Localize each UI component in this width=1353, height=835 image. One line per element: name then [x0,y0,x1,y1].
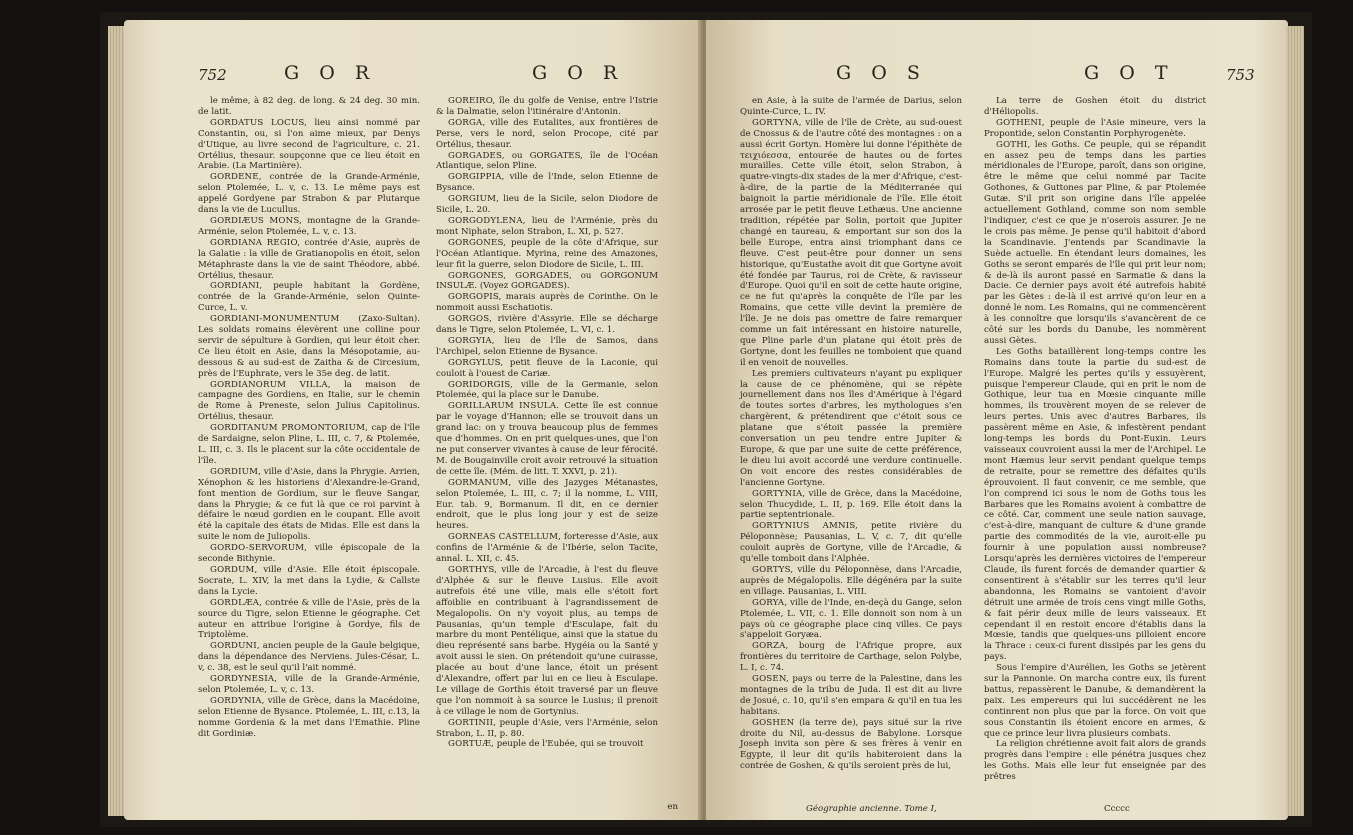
entry-text: ville de Grèce, dans la Macédoine, selon Thucydide, L. II, p. 169. Elle étoit dans la partie septentrionale. [740,488,962,521]
entry-headword: GORDUM, [210,564,258,575]
dictionary-entry [436,358,658,380]
dictionary-entry [198,172,420,216]
dictionary-entry [436,336,658,358]
dictionary-entry [740,96,962,118]
entry-text: ville du Péloponnèse, dans l'Arcadie, auprès de Mégalopolis. Elle dégénéra par la suite en village. Pausanias, L. VIII. [740,564,963,597]
entry-text: ville des Jazyges Métanastes, selon Ptolemée, L. III, c. 7; il la nomme, L. VIII, Eur. tab. 9, Bormanum. Il dit, en ce dernier endroit, que le plus long jour y est de seize heures. [436,477,658,532]
page-number: 753 [1226,66,1255,84]
entry-text: (la terre de), pays situé sur la rive droite du Nil, au-dessus de Babylone. Lorsque Joseph invita son père & ses frères à venir en Egypte, il leur dit qu'ils habiteroient dans la contrée de Goshen, & qu'ils seroient près de lui, [740,717,962,772]
entry-headword: GORTINII, [448,717,497,728]
entry-headword: GORGOPIS, [448,292,502,303]
entry-headword: GORDIUM, [210,466,262,477]
dictionary-entry [198,96,420,118]
entry-text: ville de Grèce, dans la Macédoine, selon Etienne de Bysance. Ptolemée, L. III, c.13, la nomme Gordenia & la met dans l'Emathie. Pline dit Gordiniæ. [198,695,420,739]
entry-text: ville de la Grande-Arménie, selon Ptolemée, L. v, c. 13. [198,674,420,695]
dictionary-entry [984,739,1206,783]
dictionary-entry [436,118,658,151]
dictionary-entry [198,598,420,642]
entry-text: Les premiers cultivateurs n'ayant pu expliquer la cause de ce phénomène, qui se répète journellement dans nos îles d'Amérique à l'égard de toutes sortes d'arbres, les mythologues s'en chargèrent, & prétendirent que c'étoit sous ce platane que s'étoit passée la première conversation un peu tendre entre Jupiter & Europe, & que par une suite de cette préférence, le dieu lui avoit accordé une verdure continuelle. On voit encore des restes considérables de l'ancienne Gortyne. [740,368,962,488]
entry-headword: GORDITANUM PROMONTORIUM, [210,423,368,434]
entry-headword: GORGOS, [448,314,493,325]
dictionary-entry [198,314,420,379]
dictionary-entry [740,565,962,598]
entry-headword: GOSHEN [752,717,795,728]
text-column [740,96,962,772]
entry-headword: GORGYLUS, [448,357,504,368]
dictionary-entry [436,718,658,740]
entry-text: rivière d'Assyrie. Elle se décharge dans le Tigre, selon Ptolemée, L. VI, c. 1. [436,314,658,336]
dictionary-entry [436,314,658,336]
dictionary-entry [436,532,658,565]
entry-text: le même, à 82 deg. de long. & 24 deg. 30 min. de latit. [198,96,420,117]
entry-text: ville des Eutalites, aux frontières de Perse, vers le nord, selon Procope, cité par Ortélius, thesaur. [436,117,658,150]
entry-headword: GORDIANI-MONUMENTUM [210,314,340,325]
right-page-header [706,62,1288,94]
entry-text: lieu de l'Arménie, près du mont Niphate, selon Strabon, L. XI, p. 527. [436,215,658,237]
dictionary-entry [436,172,658,194]
entry-headword: GORTHYS, [448,564,498,575]
entry-headword: GORGIPPIA, [448,172,505,183]
book [100,12,1312,827]
dictionary-entry [740,718,962,773]
dictionary-entry [198,118,420,173]
page-number: 752 [198,66,227,84]
entry-text: petite rivière du Péloponnèse; Pausanias, L. V, c. 7, dit qu'elle couloit auprès de Gortyne, ville de l'Arcadie, & qu'elle tomboit dans l'Alphée. [740,521,963,565]
entry-headword: GORTYS, [752,564,794,575]
entry-headword: GORGADES, [448,150,505,161]
dictionary-entry [198,238,420,282]
dictionary-entry [436,478,658,533]
entry-text: ville de l'Arcadie, à l'est du fleuve d'Alphée & sur le fleuve Lusius. Elle avoit autrefois été une ville, mais elle s'étoit fort affoiblie en contribuant à l'agrandissement de Megalopolis. On n'y voyoit plus, au temps de Pausanias, qu'un temple d'Esculape, fait du marbre du mont Pentélique, ainsi que la statue du dieu représenté sans barbe. Hygéia ou la Santé y avoit aussi le sien. On prétendoit qu'une cuirasse, placée au bout d'une lance, étoit un présent d'Alexandre, offert par lui en ce lieu à Esculape. Le village de Gorthis étoit traversé par un fleuve que l'on nommoit à sa source le Lusius; il prenoit à ce village le nom de Gortynius. [436,564,659,717]
entry-text: (Zaxo-Sultan). Les soldats romains élevèrent une colline pour servir de sépulture à Gordien, qui leur étoit cher. Ce lieu étoit en Asie, dans la Mésopotamie, au-dessous & au sud-est de Zaitha & de Circesium, près de l'Euphrate, vers le 35e deg. de latit. [198,314,420,379]
dictionary-entry [436,216,658,238]
page-edges-right [1286,26,1304,816]
running-head: G O T [1084,62,1175,84]
entry-headword: GORDLÆA, [210,597,263,608]
entry-text: peuple de la côte d'Afrique, sur l'Océan Atlantique. Myrina, reine des Amazones, leur fit la guerre, selon Diodore de Sicile, L. III. [436,237,658,270]
entry-text: ancien peuple de la Gaule belgique, dans la dépendance des Nerviens. Jules-César, L. v, c. 38, est le seul qu'il l'ait nommé. [198,641,420,674]
entry-headword: GORILLARUM INSULA. [448,401,560,412]
entry-text: Les Goths bataillèrent long-temps contre les Romains dans toute la partie du sud-est de l'Europe. Malgré les pertes qu'ils y essuyèrent, puisque l'empereur Claude, qui en prit le nom de Gothique, leur tua en Mœsie cinquante mille hommes, ils trouvèrent moyen de se relever de leurs pertes. Unis avec d'autres Barbares, ils passèrent même en Asie, & infestèrent pendant long-temps les bords du Pont-Euxin. Leurs vaisseaux couvroient aussi la mer de l'Archipel. Le mont Hæmus leur servit pendant quelque temps de retraite, pour se remettre des défaites qu'ils éprouvoient. Il faut convenir, ce me semble, que l'on comprend ici sous le nom de Goths tous les Barbares que les Romains avoient à combattre de ce côté. Car, comment une seule nation sauvage, c'est-à-dire, manquant de culture & d'une grande partie des commodités de la vie, auroit-elle pu fournir à une population aussi nombreuse? Lorsqu'après les dernières victoires de l'empereur Claude, ils furent forcés de demander quartier & consentirent à s'établir sur les terres qu'il leur abandonna, les Romains se vantoient d'avoir détruit une armée de trois cens vingt mille Goths, & fait périr deux mille de leurs vaisseaux. Et cependant il en restoit encore d'établis dans la Mœsie, tandis que quelques-uns pilloient encore la Thrace : ceux-ci furent dissipés par les gens du pays. [984,346,1206,663]
dictionary-entry [436,565,658,718]
entry-text: ville de l'Inde, en-deçà du Gange, selon Ptolemée, L. VII, c. 1. Elle donnoit son nom à un pays où ce géographe place cinq villes. Ce pays s'appeloit Goryæa. [740,597,963,641]
entry-text: petit fleuve de la Laconie, qui couloit à l'ouest de Cariæ. [436,357,659,379]
dictionary-entry [198,696,420,740]
entry-text: montagne de la Grande-Arménie, selon Ptolemée, L. v, c. 13. [198,215,421,237]
dictionary-entry [740,489,962,522]
entry-headword: GORGODYLENA, [448,215,526,226]
dictionary-entry [740,369,962,489]
entry-headword: GORDO-SERVORUM, [210,543,308,554]
entry-text: lieu de l'île de Samos, dans l'Archipel, selon Etienne de Bysance. [436,335,658,357]
dictionary-entry [984,118,1206,140]
entry-text: lieu de la Sicile, selon Diodore de Sicile, L. 20. [436,194,658,216]
entry-headword: GORDIANA REGIO, [210,237,301,248]
entry-text: ou GORGATES, île de l'Océan Atlantique, selon Pline. [436,150,658,172]
entry-text: la maison de campagne des Gordiens, en Italie, sur le chemin de Rome à Preneste, selon Julius Capitolinus. Ortélius, thesaur. [198,379,421,423]
entry-text: contrée d'Asie, auprès de la Galatie : la ville de Gratianopolis en étoit, selon Métaphraste dans la vie de saint Théodore, abbé. Ortélius, thesaur. [198,237,420,281]
entry-headword: GORGIUM, [448,194,500,205]
left-page-header [124,62,702,94]
entry-headword: GORGYIA, [448,335,495,346]
dictionary-entry [198,543,420,565]
entry-text: ville d'Asie, dans la Phrygie. Arrien, Xénophon & les historiens d'Alexandre-le-Grand, font mention de Gordium, sur le fleuve Sangar, dans la Phrygie; & ce fut là que ce roi parvint à défaire le nœud gordien en le coupant. Elle avoit été la capitale des états de Midas. Elle est dans la suite le nom de Juliopolis. [198,466,420,543]
entry-text: peuple d'Asie, vers l'Arménie, selon Strabon, L. II, p. 80. [436,717,659,739]
entry-text: cap de l'île de Sardaigne, selon Pline, L. III, c. 7, & Ptolemée, L. III, c. 3. Ils le placent sur la côte occidentale de l'île. [198,423,421,466]
dictionary-entry [436,151,658,173]
running-head: G O S [836,62,927,84]
entry-headword: GORDATUS LOCUS, [210,117,308,128]
dictionary-entry [740,521,962,565]
entry-headword: GORZA, [752,641,789,652]
entry-headword: GOREIRO, [448,96,496,106]
text-column [984,96,1206,783]
entry-headword: GOTHI, [996,139,1031,150]
dictionary-entry [198,467,420,543]
entry-text: contrée de la Grande-Arménie, selon Ptolemée, L. v, c. 13. Le même pays est appelé Gordyene par Strabon & par Plutarque dans la vie de Lucullus. [198,172,421,216]
dictionary-entry [984,663,1206,739]
entry-headword: GORTUÆ, [448,739,494,750]
running-head: G O R [284,62,377,84]
dictionary-entry [436,238,658,271]
entry-text: peuple habitant la Gordène, contrée de la Grande-Arménie, selon Quinte-Curce, L. v. [198,281,420,314]
dictionary-entry [436,96,658,118]
entry-text: contrée & ville de l'Asie, près de la source du Tigre, selon Etienne le géographe. Cet auteur en attribue l'origine à Gordye, fils de Triptolème. [198,597,420,641]
entry-headword: GORDYNIA, [210,695,265,706]
entry-text: peuple de l'Eubée, qui se trouvoit [496,739,644,750]
entry-text: La religion chrétienne avoit fait alors de grands progrès dans l'empire : elle pénétra jusques chez les Goths. Mais elle leur fut enseignée par des prêtres [984,739,1206,783]
dictionary-entry [436,380,658,402]
left-page [124,20,702,820]
dictionary-entry [198,216,420,238]
dictionary-entry [436,292,658,314]
entry-text: ville de l'île de Crète, au sud-ouest de Cnossus & de l'autre côté des montagnes : on a aussi écrit Gortyn. Homère lui donne l'épithète de τειχιόεσσα, entourée de hautes ou de fortes murailles. Cette ville étoit, selon Strabon, à quatre-vingts-dix stades de la mer d'Afrique, c'est-à-dire, de la partie de la Méditerranée qui baignoit la partie méridionale de l'île. Elle étoit arrosée par le petit fleuve Lethæus. Une ancienne tradition, répétée par Solin, portoit que Jupiter changé en taureau, & emportant sur son dos la belle Europe, entra ainsi triomphant dans ce fleuve. C'est peut-être pour donner un sens historique, qu'Eustathe avoit dit que Gortyne avoit été fondée par Taurus, roi de Crète, & ravisseur d'Europe. Quoi qu'il en soit de cette haute origine, ce ne fut qu'après la conquête de l'île par les Romains, que cette ville devint la première de l'île. Je ne dois pas omettre de faire remarquer comme un fait intéressant en histoire naturelle, que Pline parle d'un platane qui étoit près de Gortyne, dont les feuilles ne tomboient que quand il en venoit de nouvelles. [740,117,963,368]
entry-text: ville de la Germanie, selon Ptolemée, qui la place sur le Danube. [436,379,658,401]
entry-headword: GORGONES, [448,237,507,248]
entry-headword: GOTHENI, [996,117,1045,128]
entry-text: forteresse d'Asie, aux confins de l'Arménie & de l'Ibérie, selon Tacite, annal. L. XII, c. 45. [436,532,658,565]
entry-text: Cette île est connue par le voyage d'Hannon; elle se trouvoit dans un grand lac: on y trouva beaucoup plus de femmes que d'hommes. On en prit quelques-unes, que l'on ne put conserver vivantes à cause de leur férocité. M. de Bougainville croit avoir retrouvé la situation de cette île. (Mém. de litt. T. XXVI, p. 21). [436,401,659,477]
entry-text: les Goths. Ce peuple, qui se répandit en assez peu de temps dans les parties méridionales de l'Europe, paroît, dans son origine, être le même que celui nommé par Tacite Gothones, & Guttones par Pline, & par Ptolemée Gutæ. S'il prit son origine dans l'île appelée actuellement Gothland, comme son nom semble l'indiquer, c'est ce que je n'oserois assurer. Je ne le crois pas même. Je pense qu'il habitoit d'abord la Scandinavie. J'entends par Scandinavie la Suède actuelle. En étendant leurs domaines, les Goths se seront emparés de l'île qui prit leur nom; & de-là ils auront passé en Sarmatie & dans la Dacie. Ce dernier pays avoit été autrefois habité par les Gètes : de-là il est arrivé qu'on leur en a donné le nom. Les Romains, qui ne commencèrent à les connoître que lorsqu'ils s'avancèrent de ce côté sur les bords du Danube, les nommèrent aussi Gètes. [984,139,1206,346]
dictionary-entry [198,281,420,314]
catchword: en [667,802,678,812]
entry-headword: GOSEN, [752,674,789,685]
entry-text: peuple de l'Asie mineure, vers la Propontide, selon Constantin Porphyrogenète. [984,117,1206,139]
entry-text: Sous l'empire d'Aurélien, les Goths se jetèrent sur la Pannonie. On marcha contre eux, ils furent battus, repassèrent le Danube, & demandèrent la paix. Les empereurs qui lui succédèrent ne les continrent non plus que par la force. On voit que sous Constantin ils étoient encore en armes, & que ce prince leur livra plusieurs combats. [984,663,1206,739]
dictionary-entry [984,96,1206,118]
entry-headword: GORGONES, GORGADES, [448,270,572,281]
entry-text: ville épiscopale de la seconde Bithynie. [198,543,420,565]
dictionary-entry [740,118,962,369]
entry-headword: GORTYNIUS AMNIS, [752,521,859,532]
entry-headword: GORDIANORUM VILLA, [210,379,331,390]
entry-headword: GORTYNA, [752,117,802,128]
entry-text: pays ou terre de la Palestine, dans les montagnes de la tribu de Juda. Il est dit au livre de Josué, c. 10, qu'il s'en empara & qu'il en tua les habitans. [740,674,962,717]
text-column [198,96,420,739]
running-head: G O R [532,62,625,84]
entry-text: bourg de l'Afrique propre, aux frontières du territoire de Carthage, selon Polybe, L. I, c. 74. [740,641,963,674]
entry-headword: GORIDORGIS, [448,379,513,390]
dictionary-entry [198,565,420,598]
text-column [436,96,658,750]
dictionary-entry [436,401,658,477]
dictionary-entry [198,423,420,467]
entry-headword: GORDENE, [210,172,262,183]
dictionary-entry [740,641,962,674]
entry-headword: GORGA, [448,117,486,128]
dictionary-entry [198,674,420,696]
footer-title: Géographie ancienne. Tome I, [806,804,937,814]
right-page [706,20,1288,820]
entry-text: marais auprès de Corinthe. On le nommoit aussi Eschatiotis. [436,292,658,314]
entry-text: La terre de Goshen étoit du district d'Héliopolis. [984,96,1206,117]
entry-text: ville de l'Inde, selon Etienne de Bysance. [436,172,659,194]
entry-headword: GORDYNESIA, [210,674,278,685]
dictionary-entry [198,641,420,674]
signature-mark: Ccccc [1104,804,1130,814]
entry-text: ville d'Asie. Elle étoit épiscopale. Socrate, L. XIV, la met dans la Lydie, & Callste dans la Lycie. [198,564,421,597]
entry-headword: GORTYNIA, [752,488,806,499]
entry-headword: GORNEAS CASTELLUM, [448,532,562,543]
entry-headword: GORDIÆUS MONS, [210,215,303,226]
entry-text: île du golfe de Venise, entre l'Istrie & la Dalmatie, selon l'itinéraire d'Antonin. [436,96,658,117]
dictionary-entry [740,674,962,718]
entry-headword: GORMANUM, [448,477,512,488]
dictionary-entry [198,380,420,424]
dictionary-entry [436,271,658,293]
entry-headword: GORDIANI, [210,281,263,292]
dictionary-entry [436,739,658,750]
entry-text: ou GORGONUM INSULÆ. (Voyez GORGADES). [436,270,659,292]
entry-headword: GORYA, [752,597,788,608]
entry-text: lieu ainsi nommé par Constantin, ou, si l'on aime mieux, par Denys d'Utique, au livre second de l'agriculture, c. 21. Ortélius, thesaur. soupçonne que ce lieu étoit en Arabie. (La Martinière). [198,117,421,172]
entry-headword: GORDUNI, [210,641,260,652]
entry-text: en Asie, à la suite de l'armée de Darius, selon Quinte-Curce, L. IV. [740,96,962,117]
dictionary-entry [740,598,962,642]
dictionary-entry [984,347,1206,663]
dictionary-entry [436,194,658,216]
dictionary-entry [984,140,1206,347]
